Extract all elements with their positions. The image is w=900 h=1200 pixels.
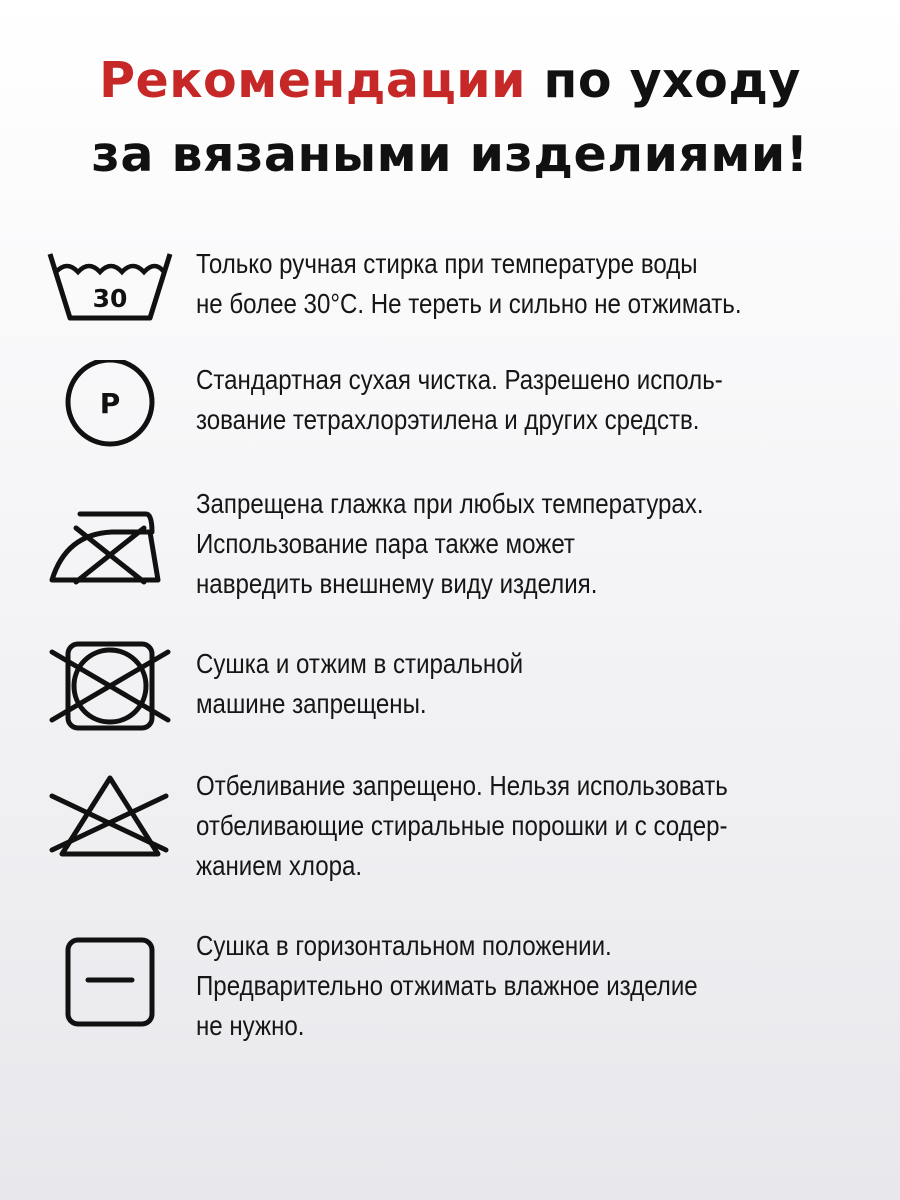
care-text-dry-flat: [196, 926, 781, 1046]
care-text-no-bleach: [196, 766, 781, 886]
text-line: машине запрещены.: [196, 688, 427, 719]
text-line: Стандартная сухая чистка. Разрешено исполь-: [196, 364, 723, 395]
text-line: не нужно.: [196, 1010, 305, 1041]
care-item-no-ironing: [40, 484, 870, 614]
care-item-hand-wash: [40, 244, 870, 374]
care-text-hand-wash: [196, 244, 781, 324]
care-text-dry-clean: [196, 360, 781, 440]
title-rest: по уходу: [525, 52, 801, 109]
care-item-no-bleach: [40, 766, 870, 896]
text-line: не более 30°С. Не тереть и сильно не отжимать.: [196, 288, 742, 319]
text-line: Отбеливание запрещено. Нельзя использовать: [196, 770, 728, 801]
text-line: Только ручная стирка при температуре воды: [196, 248, 698, 279]
no-bleach-icon: [40, 772, 180, 882]
title-line-2: за вязаными изделиями!: [91, 126, 809, 183]
dry-flat-icon: [40, 934, 180, 1044]
dry-clean-p-icon: [40, 360, 180, 470]
no-ironing-icon: [40, 490, 180, 600]
no-tumble-dry-icon: [40, 638, 180, 748]
text-line: Запрещена глажка при любых температурах.: [196, 488, 704, 519]
text-line: Сушка в горизонтальном положении.: [196, 930, 612, 961]
care-item-dry-flat: [40, 926, 870, 1056]
text-line: Использование пара также может: [196, 528, 575, 559]
text-line: Предварительно отжимать влажное изделие: [196, 970, 698, 1001]
title-accent: Рекомендации: [99, 52, 526, 109]
care-text-no-ironing: [196, 484, 781, 604]
text-line: отбеливающие стиральные порошки и с содер-: [196, 810, 728, 841]
text-line: навредить внешнему виду изделия.: [196, 568, 598, 599]
care-item-no-tumble-dry: [40, 644, 870, 774]
care-text-no-tumble-dry: [196, 644, 781, 724]
wash-temperature-label: 30: [92, 284, 128, 313]
title-line-1: [0, 44, 900, 118]
care-item-dry-clean: [40, 360, 870, 490]
text-line: жанием хлора.: [196, 850, 363, 881]
text-line: зование тетрахлорэтилена и других средств.: [196, 404, 700, 435]
text-line: Сушка и отжим в стиральной: [196, 648, 524, 679]
page-title: [0, 44, 900, 192]
dry-clean-letter: P: [99, 387, 121, 420]
hand-wash-30-icon: [40, 244, 180, 354]
